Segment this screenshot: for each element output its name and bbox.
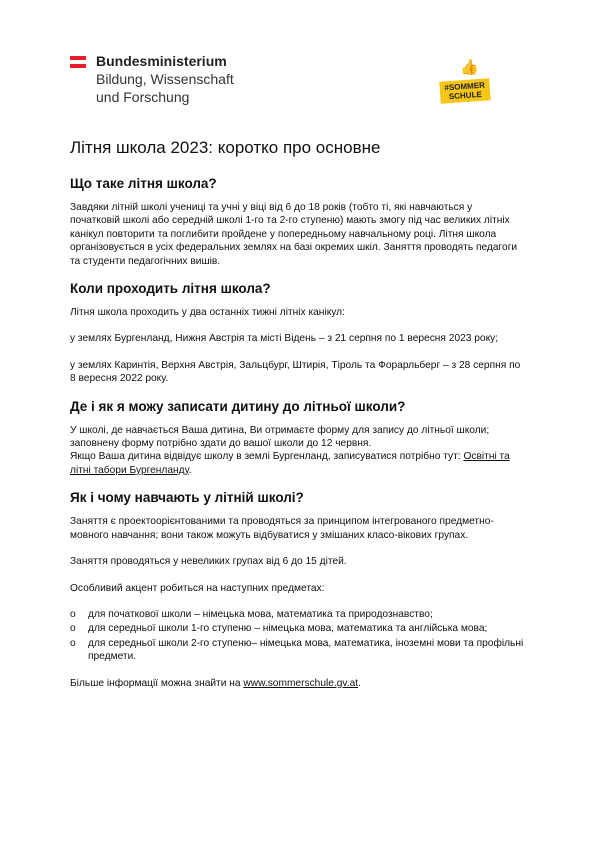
austrian-flag-icon	[70, 56, 86, 68]
paragraph: У школі, де навчається Ваша дитина, Ви отримаєте форму для запису до літньої школи; заповнену форму потрібно здати до вашої школи до 12 червня.	[70, 424, 490, 450]
burgenland-camps-link[interactable]: Освітні та літні табори Бургенланду	[70, 451, 510, 476]
section-where	[70, 399, 524, 478]
paragraph: у землях Каринтія, Верхня Австрія, Зальцбург, Штирія, Тіроль та Форарльберг – з 28 серпня по 8 вересня 2022 року.	[70, 359, 521, 385]
paragraph-with-link	[70, 677, 524, 690]
list-item	[70, 608, 524, 621]
sommerschule-website-link[interactable]: www.sommerschule.gv.at	[243, 677, 359, 689]
paragraph: Літня школа проходить у два останніх тижні літніх канікул:	[70, 307, 345, 319]
text: Якщо Ваша дитина відвідує школу в землі Бургенланд, записуватися потрібно тут:	[70, 451, 464, 463]
section-heading: Де і як я можу записати дитину до літньої школи?	[70, 398, 406, 414]
section-heading: Коли проходить літня школа?	[70, 281, 271, 297]
document-body	[70, 138, 524, 703]
bullet-icon: o	[70, 623, 76, 635]
paragraph-with-link	[70, 450, 524, 477]
list-item-text: для середньої школи 1-го ступеню – німецька мова, математика та англійська мова;	[88, 623, 488, 635]
list-item	[70, 622, 524, 635]
paragraph: у землях Бургенланд, Нижня Австрія та місті Відень – з 21 серпня по 1 вересня 2023 року;	[70, 333, 499, 345]
text: .	[358, 677, 361, 689]
section-heading: Що таке літня школа?	[70, 176, 217, 191]
subjects-list	[70, 608, 524, 664]
thumbs-up-icon: 👍	[460, 59, 479, 76]
paragraph: Заняття є проектоорієнтованими та проводяться за принципом інтегрованого предметно-мовного навчання; вони також можуть відбуватися у змішаних класо-вікових групах.	[70, 516, 494, 541]
badge-line-1: #SOMMER	[444, 80, 486, 93]
badge-line-2: SCHULE	[448, 89, 483, 102]
section-when	[70, 281, 524, 386]
list-item	[70, 637, 524, 664]
bullet-icon: o	[70, 637, 76, 649]
paragraph: Завдяки літній школі учениці та учні у віці від 6 до 18 років (тобто ті, які навчаються у початковій школі або середній школі 1-го та 2-го ступеню) мають змогу під час великих літніх канікул повторити та поглибити пройдене у попередньому навчальному році. Літня школа організовується в усіх федеральних землях на базі окремих шкіл. Заняття проводять педагоги та студенти педагогічних вишів.	[70, 202, 518, 267]
section-how	[70, 490, 524, 690]
section-heading: Як і чому навчають у літній школі?	[70, 490, 304, 506]
sommerschule-badge	[440, 58, 490, 110]
ministry-line-2: Bildung, Wissenschaft	[96, 71, 234, 87]
ministry-line-1: Bundesministerium	[96, 53, 227, 69]
badge-label	[439, 78, 490, 103]
text: .	[188, 464, 192, 476]
paragraph: Заняття проводяться у невеликих групах від 6 до 15 дітей.	[70, 556, 347, 568]
list-item-text: для середньої школи 2-го ступеню– німецька мова, математика, іноземні мови та профільні предмети.	[88, 637, 524, 663]
ministry-name	[96, 52, 234, 106]
section-what	[70, 176, 524, 268]
ministry-line-3: und Forschung	[96, 89, 190, 105]
text: Більше інформації можна знайти на	[70, 677, 244, 689]
paragraph: Особливий акцент робиться на наступних предметах:	[70, 582, 325, 594]
bullet-icon: o	[70, 608, 76, 620]
list-item-text: для початкової школи – німецька мова, математика та природознавство;	[88, 608, 433, 620]
page-title: Літня школа 2023: коротко про основне	[70, 138, 381, 157]
